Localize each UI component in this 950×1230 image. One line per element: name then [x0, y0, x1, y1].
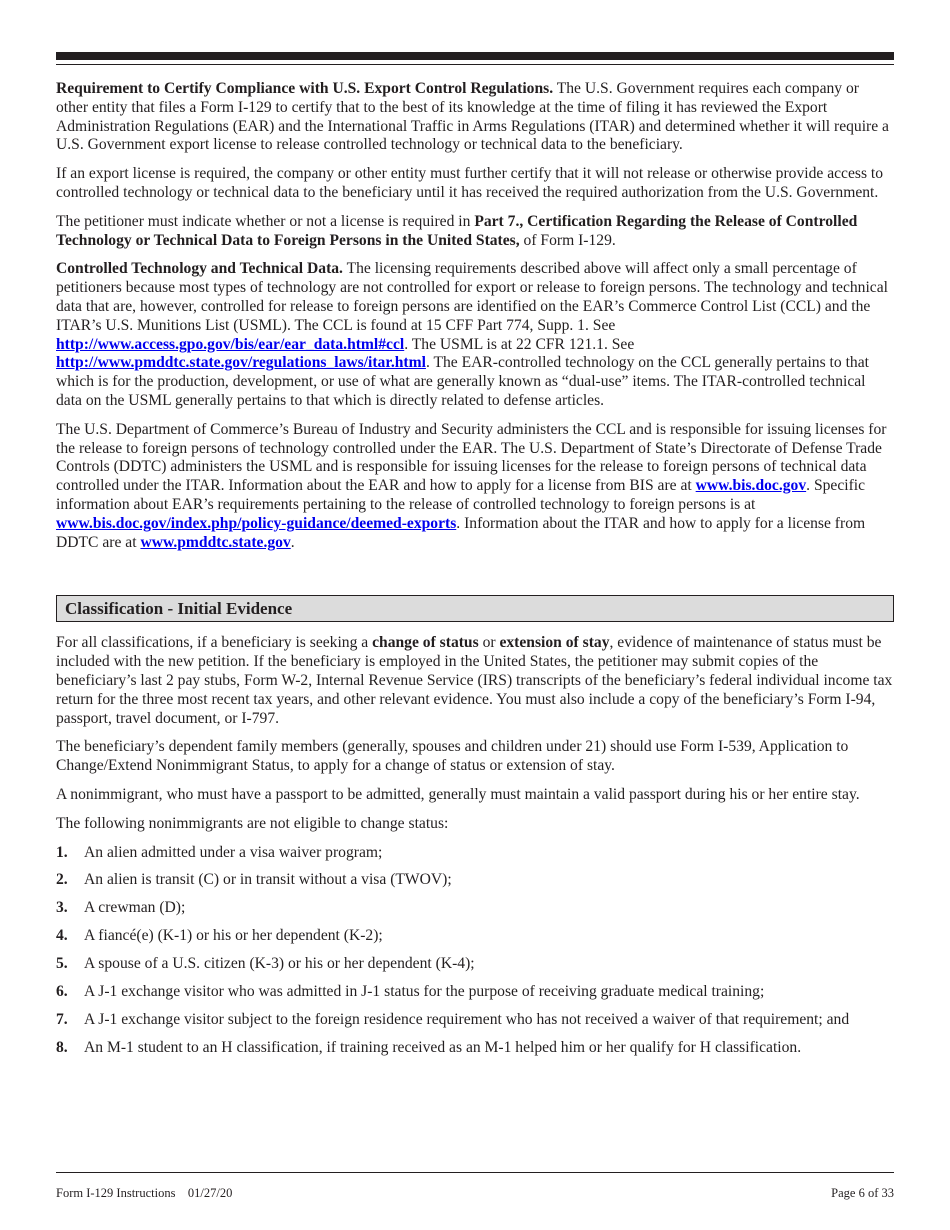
commerce-department-paragraph: The U.S. Department of Commerce’s Bureau of Industry and Security administers the CCL and is responsible for issuing licenses for the release to foreign persons of technology controlled under the EAR. The U.S. Department of State’s Directorate of Defense Trade Controls (DDTC) administers the USML and is responsible for issuing licenses for the release to foreign persons of technical data controlled under the ITAR. Information about the EAR and how to apply for a license from BIS are at www.bis.doc.gov. Specific information about EAR’s requirements pertaining to the release of controlled technology to foreign persons is at www.bis.doc.gov/index.php/policy-guidance/deemed-exports. Information about the ITAR and how to apply for a license from DDTC are at www.pmddtc.state.gov.: [56, 420, 887, 551]
pmddtc-link[interactable]: www.pmddtc.state.gov: [140, 533, 291, 551]
passport-paragraph: A nonimmigrant, who must have a passport to be admitted, generally must maintain a valid passport during his or her entire stay.: [56, 785, 860, 803]
page-number: Page 6 of 33: [831, 1186, 894, 1200]
list-item: 8. An M-1 student to an H classification, if training received as an M-1 helped him or her qualify for H classification.: [56, 1039, 802, 1057]
part7-paragraph: The petitioner must indicate whether or not a license is required in Part 7., Certification Regarding the Release of Controlled Technology or Technical Data to Foreign Persons in the United States, of Form I-129.: [56, 212, 858, 249]
bis-link[interactable]: www.bis.doc.gov: [695, 477, 807, 495]
export-license-paragraph: If an export license is required, the company or other entity must further certify that it will not release or otherwise provide access to controlled technology or technical data to the beneficiary until it has received the required authorization from the U.S. Government.: [56, 165, 884, 201]
list-item: 7. A J-1 exchange visitor subject to the foreign residence requirement who has not received a waiver of that requirement; and: [56, 1011, 850, 1029]
footer-rule: [56, 1172, 894, 1173]
list-item: 2. An alien is transit (C) or in transit without a visa (TWOV);: [56, 871, 452, 889]
ccl-link[interactable]: http://www.access.gpo.gov/bis/ear/ear_data.html#ccl: [56, 335, 405, 353]
form-edition: Form I-129 Instructions 01/27/20: [56, 1186, 233, 1200]
deemed-exports-link[interactable]: www.bis.doc.gov/index.php/policy-guidance/deemed-exports: [56, 514, 457, 532]
ineligible-intro: The following nonimmigrants are not eligible to change status:: [56, 814, 449, 832]
dependents-paragraph: The beneficiary’s dependent family members (generally, spouses and children under 21) should use Form I-539, Application to Change/Extend Nonimmigrant Status, to apply for a change of status or extension of stay.: [56, 738, 849, 775]
list-item: 3. A crewman (D);: [56, 899, 186, 917]
list-item: 4. A fiancé(e) (K-1) or his or her dependent (K-2);: [56, 927, 383, 945]
section-heading-classification: Classification - Initial Evidence: [56, 595, 894, 622]
export-control-paragraph: Requirement to Certify Compliance with U.S. Export Control Regulations. The U.S. Government requires each company or other entity that files a Form I-129 to certify that to the best of its knowledge at the time of filing it has reviewed the Export Administration Regulations (EAR) and the International Traffic in Arms Regulations (ITAR) and determined whether it will require a U.S. Government export license to release controlled technology or technical data to the beneficiary.: [56, 80, 889, 154]
top-rule-thin: [56, 64, 894, 65]
ineligible-list: [56, 844, 894, 1059]
top-rule-thick: [56, 52, 894, 60]
controlled-technology-paragraph: Controlled Technology and Technical Data. The licensing requirements described above will affect only a small percentage of petitioners because most types of technology are not controlled for export or release to foreign persons. The technology and technical data that are, however, controlled for release to foreign persons are identified on the EAR’s Commerce Control List (CCL) and the ITAR’s U.S. Munitions List (USML). The CCL is found at 15 CFF Part 774, Supp. 1. See http://www.access.gpo.gov/bis/ear/ear_data.html#ccl. The USML is at 22 CFR 121.1. See http://www.pmddtc.state.gov/regulations_laws/itar.html. The EAR-controlled technology on the CCL generally pertains to that which is for the production, development, or use of what are generally known as “dual-use” items. The ITAR-controlled technical data on the USML generally pertains to that which is directly related to defense articles.: [56, 260, 888, 409]
list-item: 1. An alien admitted under a visa waiver program;: [56, 843, 383, 861]
itar-link[interactable]: http://www.pmddtc.state.gov/regulations_laws/itar.html: [56, 354, 426, 372]
change-of-status-paragraph: For all classifications, if a beneficiary is seeking a change of status or extension of stay, evidence of maintenance of status must be included with the new petition. If the beneficiary is employed in the United States, the petitioner may submit copies of the beneficiary’s last 2 pay stubs, Form W-2, Internal Revenue Service (IRS) transcripts of the beneficiary’s federal individual income tax return for the three most recent tax years, and other relevant evidence. You must also include a copy of the beneficiary’s Form I-94, passport, travel document, or I-797.: [56, 634, 893, 727]
page-content: [56, 80, 894, 1067]
list-item: 6. A J-1 exchange visitor who was admitted in J-1 status for the purpose of receiving graduate medical training;: [56, 983, 765, 1001]
list-item: 5. A spouse of a U.S. citizen (K-3) or his or her dependent (K-4);: [56, 955, 475, 973]
